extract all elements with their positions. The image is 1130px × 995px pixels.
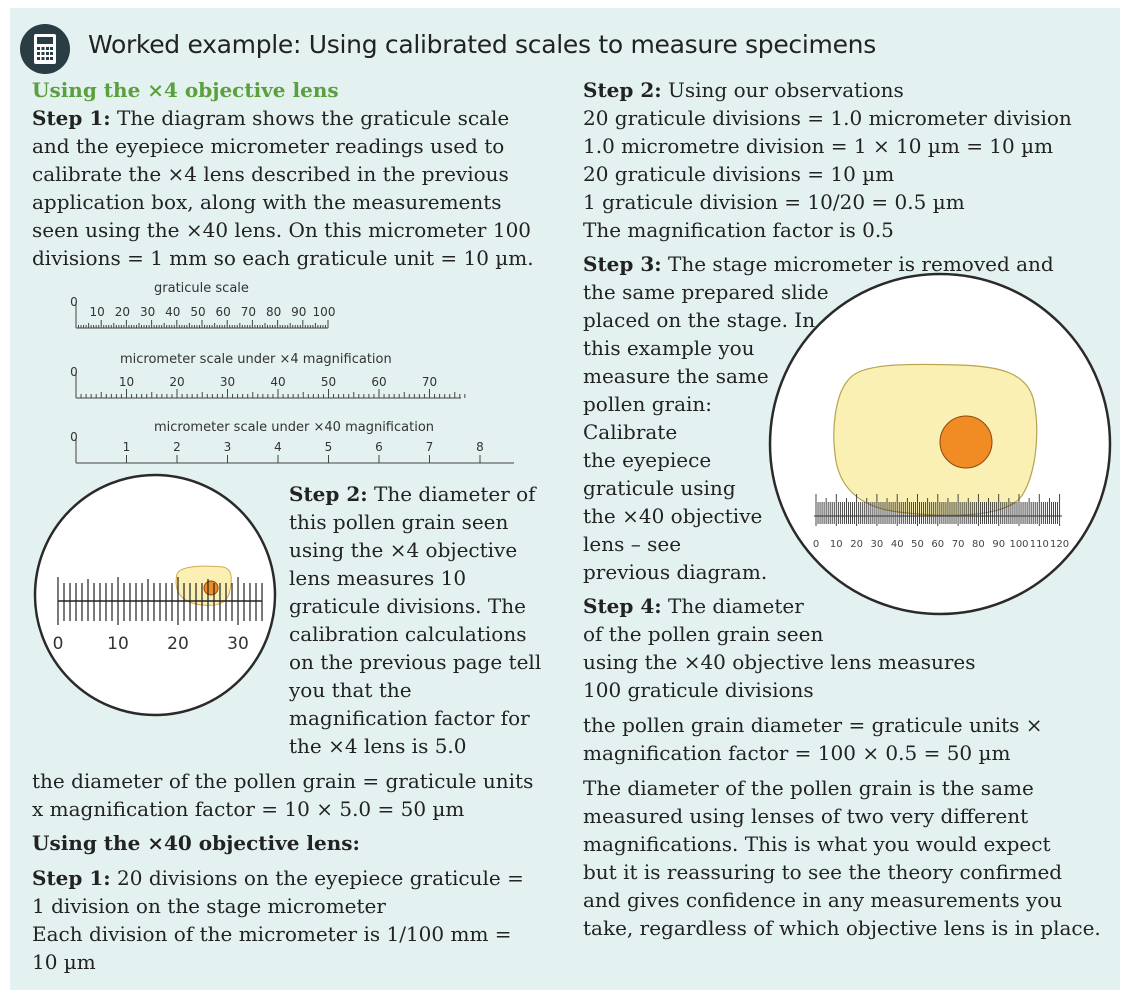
graticule-tick-label: 70	[240, 305, 257, 319]
graticule-tick-label: 60	[931, 539, 945, 550]
x4-diameter-line-1: the diameter of the pollen grain = graticule units	[32, 769, 534, 793]
graticule-tick-label: 10	[829, 539, 843, 550]
x4-tick-label: 0	[70, 365, 78, 379]
x40-tick-label: 0	[70, 430, 78, 444]
x4-scale-label: micrometer scale under ×4 magnification	[120, 352, 392, 367]
step3-line-4: this example you	[583, 336, 755, 360]
graticule-tick-label: 0	[812, 539, 820, 550]
graticule-tick-label: 30	[870, 539, 884, 550]
x40-tick-label: 1	[122, 440, 131, 454]
graticule-scale-label: graticule scale	[154, 281, 249, 296]
x4-step2-line-6: calibration calculations	[289, 622, 527, 646]
step3-line-2: the same prepared slide	[583, 280, 829, 304]
right-step2-line-1: Step 2: Using our observations	[583, 78, 904, 102]
x4-step1-line-6: divisions = 1 mm so each graticule unit = 10 µm.	[32, 246, 534, 270]
graticule-tick-label: 0	[70, 295, 78, 309]
x4-step1-line-1: Step 1: The diagram shows the graticule scale	[32, 106, 510, 130]
graticule-tick-label: 60	[215, 305, 231, 319]
x4-diameter-line-2: x magnification factor = 10 × 5.0 = 50 µm	[32, 797, 465, 821]
pollen-nucleus	[940, 416, 992, 468]
pollen-nucleus	[204, 581, 218, 595]
step3-line-9: graticule using	[583, 476, 736, 500]
step3-line-10: the ×40 objective	[583, 504, 763, 528]
graticule-tick-label: 20	[167, 634, 189, 654]
x40-tick-label: 5	[324, 440, 333, 454]
x40-tick-label: 6	[375, 440, 383, 454]
x4-step2-line-1: Step 2: The diameter of	[289, 482, 536, 506]
step3-line-8: the eyepiece	[583, 448, 712, 472]
x40-view-circle	[768, 272, 1112, 616]
graticule-tick-label: 0	[52, 634, 64, 654]
page-title: Worked example: Using calibrated scales to measure specimens	[88, 30, 876, 59]
conclusion-line-3: magnifications. This is what you would expect	[583, 832, 1051, 856]
x40-tick-label: 3	[223, 440, 232, 454]
graticule-tick-label: 70	[951, 539, 965, 550]
graticule-tick-label: 80	[972, 539, 985, 550]
x40-step1-line-1: Step 1: 20 divisions on the eyepiece graticule =	[32, 866, 524, 890]
x4-step2-line-8: you that the	[289, 678, 412, 702]
right-step2-line-5: 1 graticule division = 10/20 = 0.5 µm	[583, 190, 965, 214]
graticule-tick-label: 100	[1009, 539, 1029, 550]
step3-line-5: measure the same	[583, 364, 769, 388]
x40-tick-label: 7	[425, 440, 434, 454]
graticule-tick-label: 30	[227, 634, 249, 654]
calibration-scales-diagram	[60, 276, 530, 476]
graticule-tick-label: 120	[1050, 539, 1070, 550]
step-label: Step 3:	[583, 252, 662, 276]
x40-step1-line-2: 1 division on the stage micrometer	[32, 894, 386, 918]
graticule-tick-label: 90	[992, 539, 1006, 550]
step-label: Step 4:	[583, 594, 662, 618]
x4-step1-line-3: calibrate the ×4 lens described in the previous	[32, 162, 509, 186]
step-label: Step 1:	[32, 866, 111, 890]
x4-step2-line-9: magnification factor for	[289, 706, 530, 730]
x40-tick-label: 4	[274, 440, 282, 454]
step4-line-3: using the ×40 objective lens measures	[583, 650, 976, 674]
x4-step2-line-7: on the previous page tell	[289, 650, 542, 674]
step-label: Step 2:	[289, 482, 368, 506]
right-step2-line-3: 1.0 micrometre division = 1 × 10 µm = 10 µm	[583, 134, 1054, 158]
x40-tick-label: 2	[173, 440, 181, 454]
x4-tick-label: 40	[270, 375, 286, 389]
calculator-icon	[20, 24, 70, 74]
x40-step1-line-3: Each division of the micrometer is 1/100 mm =	[32, 922, 512, 946]
x40-scale-label: micrometer scale under ×40 magnification	[154, 420, 435, 435]
graticule-tick-label: 40	[890, 539, 904, 550]
conclusion-line-2: measured using lenses of two very different	[583, 804, 1029, 828]
step3-line-1: Step 3: The stage micrometer is removed and	[583, 252, 1054, 276]
right-step2-line-4: 20 graticule divisions = 10 µm	[583, 162, 895, 186]
step3-line-6: pollen grain:	[583, 392, 713, 416]
x4-step2-line-2: this pollen grain seen	[289, 510, 509, 534]
step-label: Step 2:	[583, 78, 662, 102]
x4-tick-label: 60	[371, 375, 387, 389]
x4-step1-line-4: application box, along with the measurements	[32, 190, 502, 214]
step4-line-2: of the pollen grain seen	[583, 622, 824, 646]
conclusion-line-1: The diameter of the pollen grain is the same	[583, 776, 1034, 800]
step3-line-12: previous diagram.	[583, 560, 768, 584]
right-step2-line-6: The magnification factor is 0.5	[583, 218, 894, 242]
step-label: Step 1:	[32, 106, 111, 130]
x4-step1-line-5: seen using the ×40 lens. On this micrometer 100	[32, 218, 532, 242]
x4-tick-label: 50	[320, 375, 337, 389]
x4-tick-label: 70	[421, 375, 438, 389]
graticule-tick-label: 90	[291, 305, 307, 319]
x40-diameter-line-2: magnification factor = 100 × 0.5 = 50 µm	[583, 741, 1011, 765]
graticule-tick-label: 20	[850, 539, 863, 550]
graticule-tick-label: 40	[165, 305, 181, 319]
x4-view-circle	[30, 470, 280, 720]
heading-x4: Using the ×4 objective lens	[32, 78, 339, 102]
step3-line-11: lens – see	[583, 532, 682, 556]
x4-step2-line-3: using the ×4 objective	[289, 538, 518, 562]
graticule-tick-label: 110	[1029, 539, 1049, 550]
graticule-tick-label: 50	[190, 305, 206, 319]
graticule-tick-label: 30	[139, 305, 156, 319]
x4-step1-line-2: and the eyepiece micrometer readings used to	[32, 134, 505, 158]
step4-line-1: Step 4: The diameter	[583, 594, 804, 618]
pollen-grain	[834, 364, 1037, 515]
heading-x40: Using the ×40 objective lens:	[32, 831, 360, 855]
step4-line-4: 100 graticule divisions	[583, 678, 814, 702]
x40-step1-line-4: 10 µm	[32, 950, 96, 974]
right-step2-line-2: 20 graticule divisions = 1.0 micrometer division	[583, 106, 1072, 130]
graticule-tick-label: 80	[265, 305, 282, 319]
x4-step2-line-5: graticule divisions. The	[289, 594, 526, 618]
graticule-tick-label: 10	[107, 634, 129, 654]
x4-step2-line-10: the ×4 lens is 5.0	[289, 734, 467, 758]
conclusion-line-6: take, regardless of which objective lens is in place.	[583, 916, 1101, 940]
graticule-tick-label: 10	[89, 305, 105, 319]
step3-line-7: Calibrate	[583, 420, 678, 444]
x40-tick-label: 8	[476, 440, 484, 454]
conclusion-line-4: but it is reassuring to see the theory confirmed	[583, 860, 1063, 884]
graticule-tick-label: 20	[114, 305, 131, 319]
x4-tick-label: 10	[118, 375, 135, 389]
x40-diameter-line-1: the pollen grain diameter = graticule units ×	[583, 713, 1043, 737]
step3-line-3: placed on the stage. In	[583, 308, 816, 332]
x4-tick-label: 30	[219, 375, 236, 389]
conclusion-line-5: and gives confidence in any measurements you	[583, 888, 1063, 912]
graticule-tick-label: 50	[911, 539, 924, 550]
x4-tick-label: 20	[169, 375, 185, 389]
graticule-tick-label: 100	[312, 305, 336, 319]
x4-step2-line-4: lens measures 10	[289, 566, 467, 590]
